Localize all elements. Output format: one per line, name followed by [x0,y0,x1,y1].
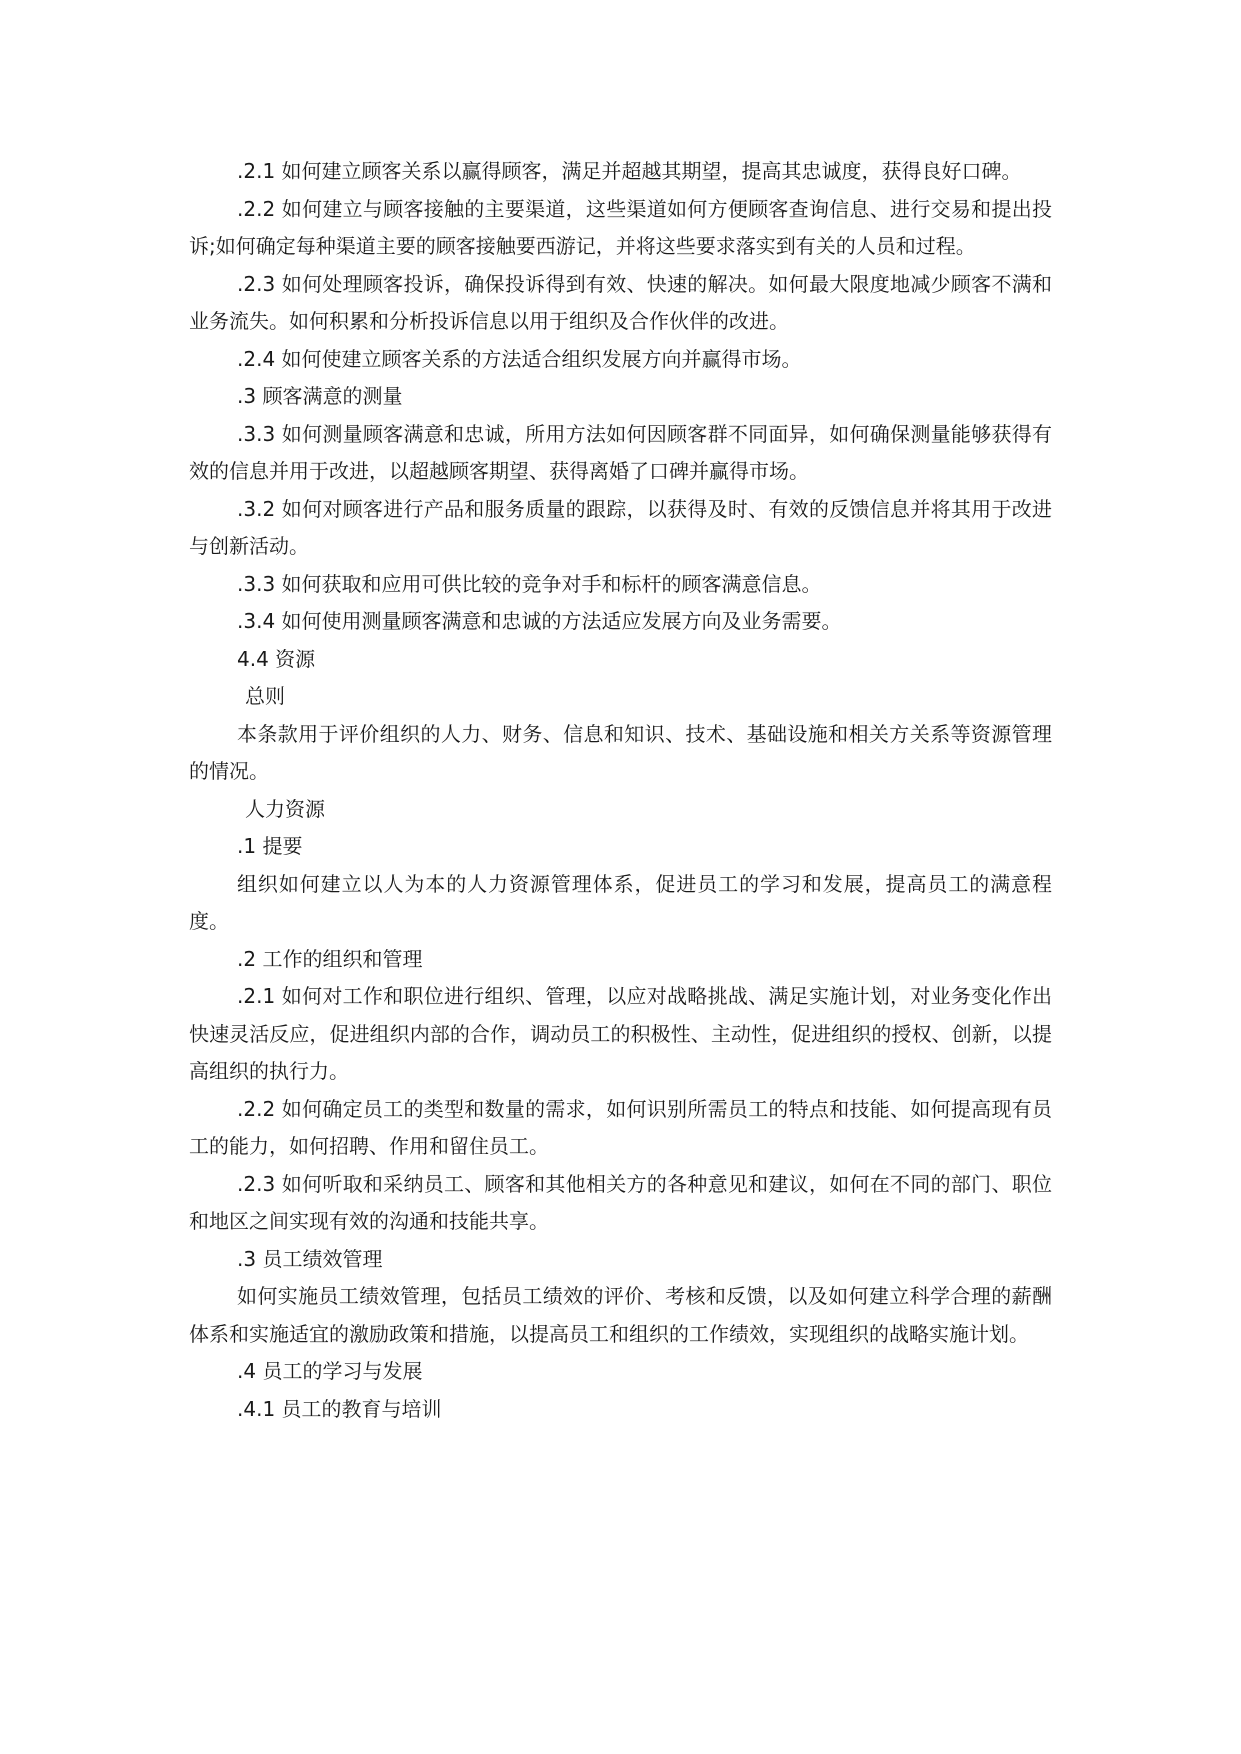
paragraph-summary-text: 组织如何建立以人为本的人力资源管理体系，促进员工的学习和发展，提高员工的满意程度。 [189,871,1052,933]
heading-1-summary: .1 提要 [237,834,303,858]
paragraph-2-4: .2.4 如何使建立顾客关系的方法适合组织发展方向并赢得市场。 [237,346,802,371]
heading-customer-satisfaction-measurement: .3 顾客满意的测量 [237,384,403,408]
heading-2-work-organization: .2 工作的组织和管理 [237,946,423,971]
document-body [189,153,1052,1428]
heading-4-4-resources: 4.4 资源 [237,646,316,671]
heading-3-performance-management: .3 员工绩效管理 [237,1246,383,1271]
paragraph-3-4: .3.4 如何使用测量顾客满意和忠诚的方法适应发展方向及业务需要。 [237,609,842,633]
paragraph-3-3-second: .3.3 如何获取和应用可供比较的竞争对手和标杆的顾客满意信息。 [237,571,822,596]
paragraph-hr-2-2: .2.2 如何确定员工的类型和数量的需求，如何识别所需员工的特点和技能、如何提高现有员工的能力，如何招聘、作用和留住员工。 [189,1096,1052,1158]
heading-human-resources: 人力资源 [245,796,325,821]
paragraph-general-text: 本条款用于评价组织的人力、财务、信息和知识、技术、基础设施和相关方关系等资源管理的情况。 [189,721,1052,783]
heading-general: 总则 [245,684,285,708]
paragraph-2-3: .2.3 如何处理顾客投诉，确保投诉得到有效、快速的解决。如何最大限度地减少顾客不满和业务流失。如何积累和分析投诉信息以用于组织及合作伙伴的改进。 [189,271,1052,333]
paragraph-hr-2-3: .2.3 如何听取和采纳员工、顾客和其他相关方的各种意见和建议，如何在不同的部门、职位和地区之间实现有效的沟通和技能共享。 [189,1171,1052,1233]
paragraph-3-3-first: .3.3 如何测量顾客满意和忠诚，所用方法如何因顾客群不同面异，如何确保测量能够获得有效的信息并用于改进，以超越顾客期望、获得离婚了口碑并赢得市场。 [189,421,1052,483]
paragraph-3-2: .3.2 如何对顾客进行产品和服务质量的跟踪，以获得及时、有效的反馈信息并将其用于改进与创新活动。 [189,496,1052,558]
paragraph-2-1: .2.1 如何建立顾客关系以赢得顾客，满足并超越其期望，提高其忠诚度，获得良好口碑。 [237,159,1022,183]
heading-4-1-education-training: .4.1 员工的教育与培训 [237,1396,442,1421]
paragraph-performance-text: 如何实施员工绩效管理，包括员工绩效的评价、考核和反馈，以及如何建立科学合理的薪酬体系和实施适宜的激励政策和措施，以提高员工和组织的工作绩效，实现组织的战略实施计划。 [189,1284,1052,1346]
heading-4-learning-development: .4 员工的学习与发展 [237,1359,423,1383]
paragraph-2-2: .2.2 如何建立与顾客接触的主要渠道，这些渠道如何方便顾客查询信息、进行交易和提出投诉;如何确定每种渠道主要的顾客接触要西游记，并将这些要求落实到有关的人员和过程。 [189,196,1052,258]
paragraph-hr-2-1: .2.1 如何对工作和职位进行组织、管理，以应对战略挑战、满足实施计划，对业务变化作出快速灵活反应，促进组织内部的合作，调动员工的积极性、主动性，促进组织的授权、创新，以提高组织的执行力。 [189,984,1052,1083]
